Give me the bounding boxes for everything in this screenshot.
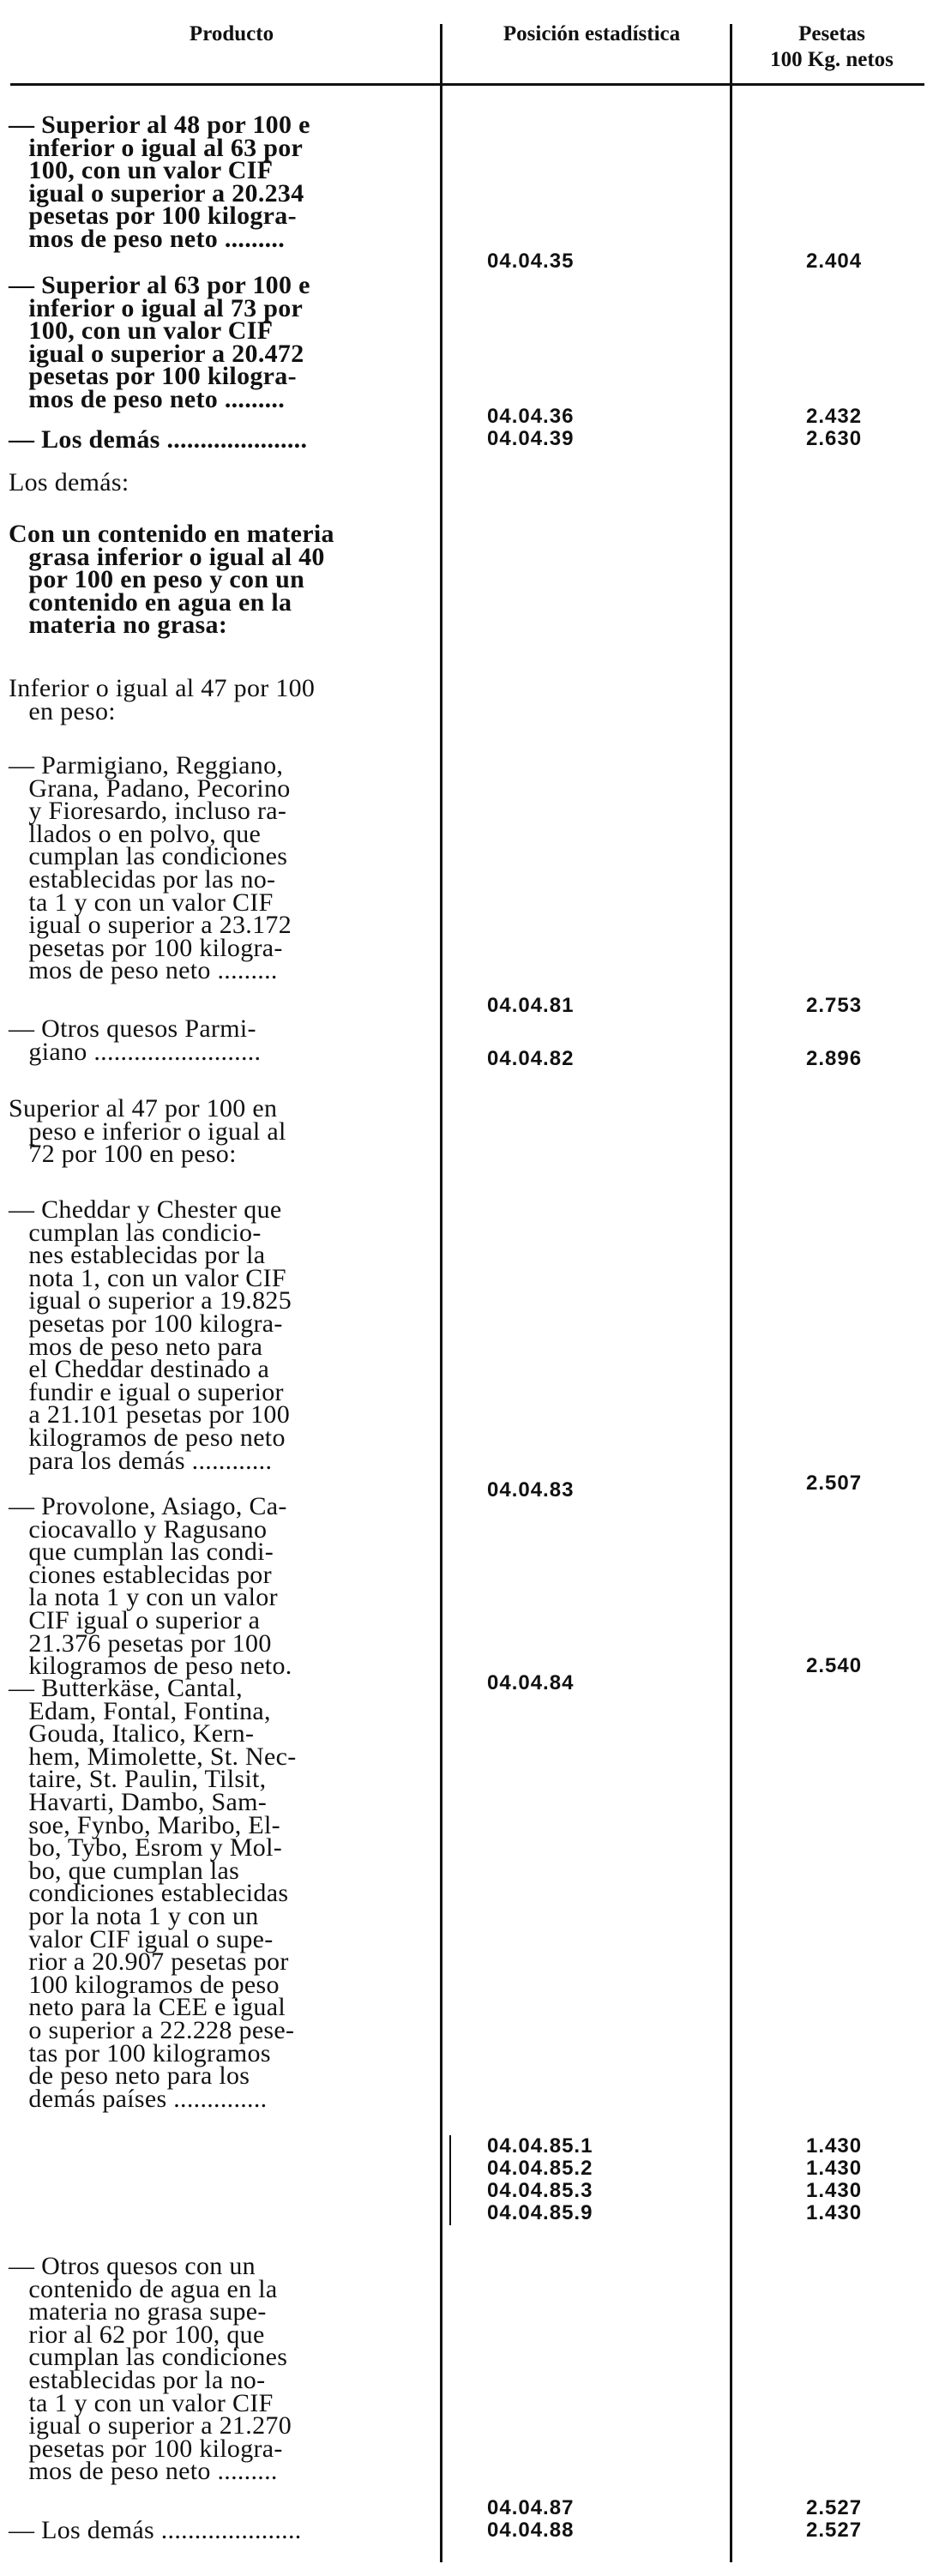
code-row-7: 04.04.84 — [487, 1671, 575, 1694]
header-rule — [10, 83, 924, 86]
heading-los-demas: Los demás: — [9, 468, 129, 497]
code-row-5: 04.04.82 — [487, 1047, 575, 1070]
value-row-4: 2.753 — [806, 994, 863, 1017]
row-provolone: — Provolone, Asiago, Ca- ciocavallo y Ragusano que cumplan las condi- ciones establecidas por la nota 1 y con un valor CIF igual o superior a 21.376 pesetas por 100 kilogramos de peso neto. — [9, 1492, 292, 1681]
value-row-9: 2.527 — [806, 2496, 863, 2519]
row-otros-parmigiano: — Otros quesos Parmi- giano ......................... — [9, 1014, 262, 1066]
value-row-1: 2.404 — [806, 250, 863, 273]
row-los-demas-1: — Los demás ..................... — [9, 425, 308, 454]
row-otros-quesos: — Otros quesos con un contenido de agua en la materia no grasa supe- rior al 62 por 100, que cumplan las condiciones establecidas por la no- ta 1 y con un valor CIF igual o superior a 21.270 pesetas por 100 kilogra- mos de peso neto ......... — [9, 2252, 292, 2486]
code-row-2: 04.04.36 — [487, 405, 575, 428]
column-divider-2 — [730, 24, 732, 2562]
bracket-left — [449, 2135, 451, 2225]
code-row-1: 04.04.35 — [487, 250, 575, 273]
header-posicion-estadistica: Posición estadística — [503, 22, 681, 45]
row-parmigiano: — Parmigiano, Reggiano, Grana, Padano, Pecorino y Fioresardo, incluso ra- llados o en polvo, que cumplan las condiciones establecidas por las no- ta 1 y con un valor CIF igual o superior a 23.172 pesetas por 100 kilogra- mos de peso neto ......... — [9, 751, 292, 985]
row-superior-63: — Superior al 63 por 100 e inferior o igual al 73 por 100, con un valor CIF igual o superior a 20.472 pesetas por 100 kilogra- mos de peso neto ......... — [9, 271, 310, 413]
code-row-10: 04.04.88 — [487, 2519, 575, 2542]
value-row-5: 2.896 — [806, 1047, 863, 1070]
value-row-8-2: 1.430 — [806, 2157, 863, 2180]
value-row-10: 2.527 — [806, 2519, 863, 2542]
value-row-8-3: 1.430 — [806, 2179, 863, 2202]
column-divider-1 — [440, 24, 442, 2562]
code-row-9: 04.04.87 — [487, 2496, 575, 2519]
code-row-8-1: 04.04.85.1 — [487, 2134, 593, 2158]
row-los-demas-2: — Los demás ..................... — [9, 2516, 302, 2544]
heading-superior-47: Superior al 47 por 100 en peso e inferior o igual al 72 por 100 en peso: — [9, 1094, 286, 1169]
value-row-2: 2.432 — [806, 405, 863, 428]
code-row-8-4: 04.04.85.9 — [487, 2201, 593, 2224]
code-row-6: 04.04.83 — [487, 1478, 575, 1502]
code-row-8-3: 04.04.85.3 — [487, 2179, 593, 2202]
header-pesetas: Pesetas — [798, 22, 865, 45]
value-row-6: 2.507 — [806, 1472, 863, 1495]
code-row-3: 04.04.39 — [487, 427, 575, 450]
value-row-8-4: 1.430 — [806, 2201, 863, 2224]
value-row-3: 2.630 — [806, 427, 863, 450]
value-row-8-1: 1.430 — [806, 2134, 863, 2158]
row-cheddar: — Cheddar y Chester que cumplan las condicio- nes establecidas por la nota 1, con un valor CIF igual o superior a 19.825 pesetas por 100 kilogra- mos de peso neto para el Cheddar destinado a fundir e igual o superior a 21.101 pesetas por 100 kilogramos de peso neto para los demás ............ — [9, 1195, 292, 1475]
heading-contenido-grasa: Con un contenido en materia grasa inferior o igual al 40 por 100 en peso y con un contenido en agua en la materia no grasa: — [9, 520, 334, 640]
heading-inferior-47: Inferior o igual al 47 por 100 en peso: — [9, 674, 316, 725]
code-row-8-2: 04.04.85.2 — [487, 2157, 593, 2180]
row-superior-48: — Superior al 48 por 100 e inferior o igual al 63 por 100, con un valor CIF igual o superior a 20.234 pesetas por 100 kilogra- mos de peso neto ......... — [9, 111, 310, 253]
header-producto: Producto — [189, 22, 274, 45]
header-100-kg-netos: 100 Kg. netos — [770, 48, 894, 71]
row-butterkase: — Butterkäse, Cantal, Edam, Fontal, Fontina, Gouda, Italico, Kern- hem, Mimolette, St. Nec- taire, St. Paulin, Tilsit, Havarti, Dambo, Sam- soe, Fynbo, Maribo, El- bo, Tybo, Esrom y Mol- bo, que cumplan las condiciones establecidas por la nota 1 y con un valor CIF igual o supe- rior a 20.907 pesetas por 100 kilogramos de peso neto para la CEE e igual o superior a 22.228 pese- tas por 100 kilogramos de peso neto para los demás países .............. — [9, 1674, 297, 2113]
value-row-7: 2.540 — [806, 1654, 863, 1677]
code-row-4: 04.04.81 — [487, 994, 575, 1017]
